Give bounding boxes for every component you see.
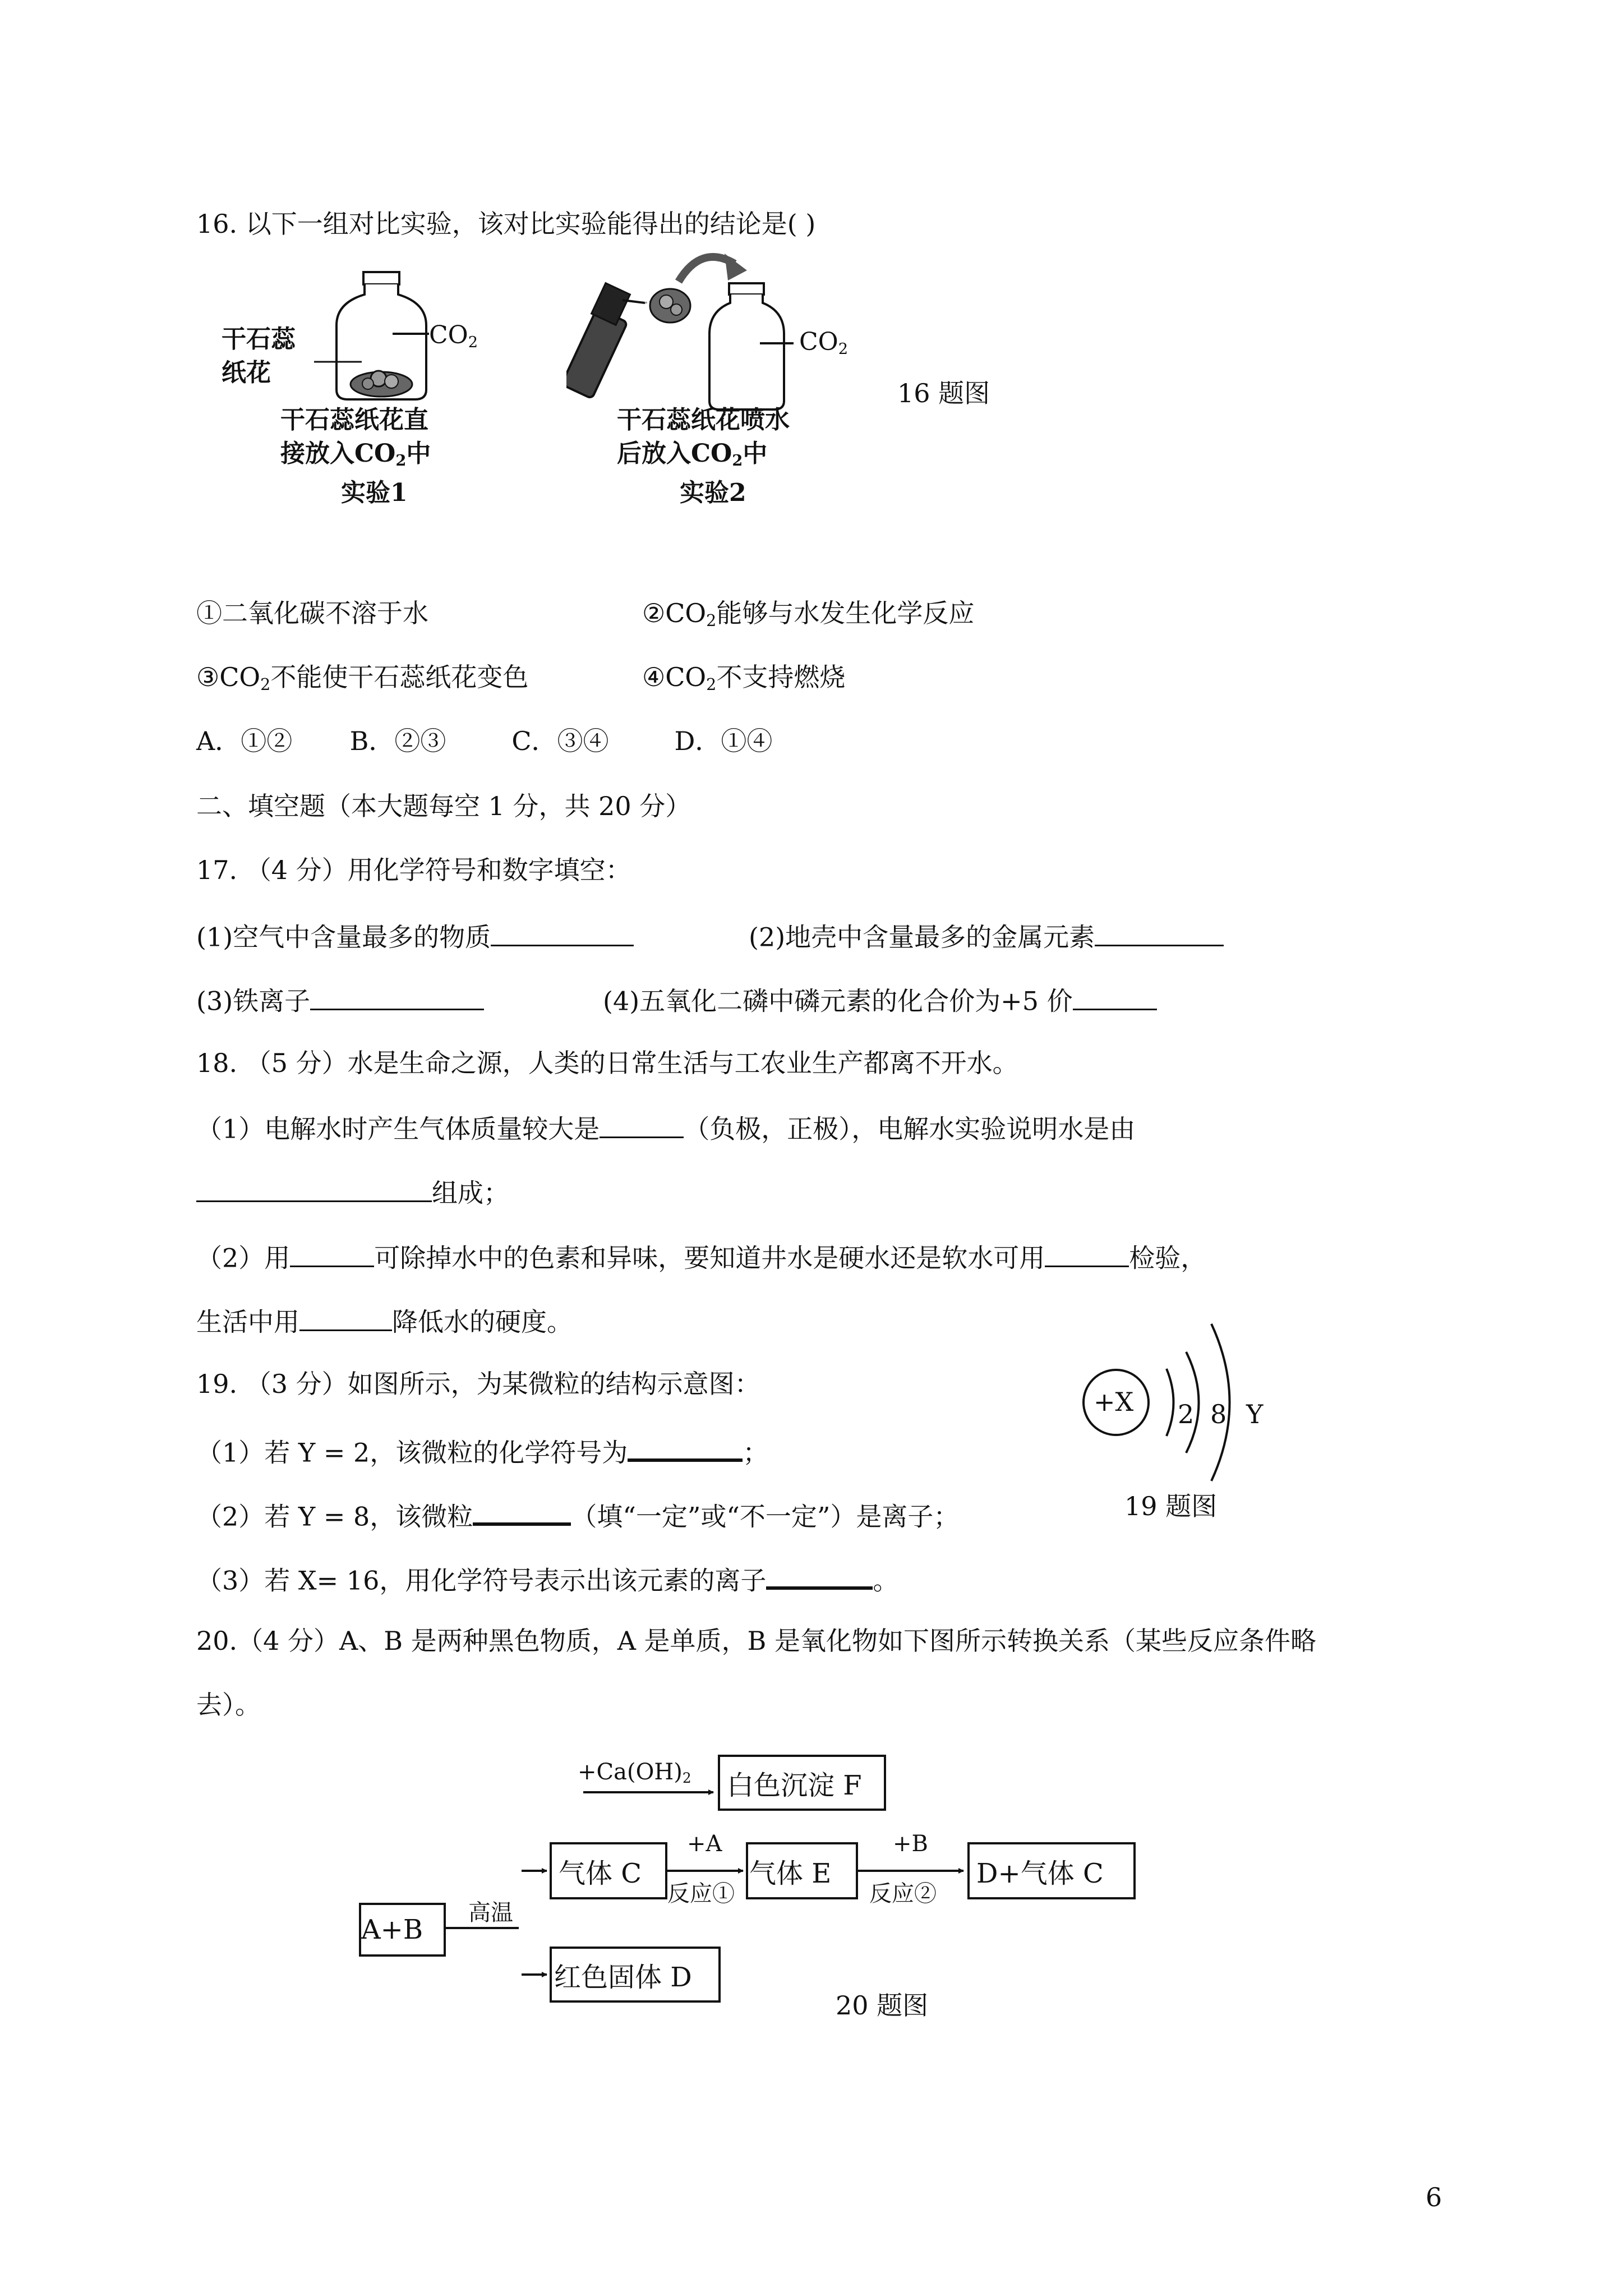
- q18-line-4: 生活中用 降低水的硬度。: [196, 1305, 573, 1338]
- plus-b-label: +B: [893, 1831, 928, 1857]
- plus-a-label: +A: [687, 1831, 722, 1857]
- page-number: 6: [1426, 2182, 1442, 2212]
- gas-c-box: 气体 C: [550, 1842, 667, 1899]
- q16-option-1: ①二氧化碳不溶于水: [196, 598, 428, 628]
- white-precipitate-f-box: 白色沉淀 F: [718, 1755, 886, 1811]
- exp2-name: 实验2: [680, 478, 746, 507]
- reaction-1-label: 反应①: [667, 1881, 735, 1907]
- atom-shell-3-count: Y: [1246, 1399, 1264, 1429]
- red-solid-d-box: 红色固体 D: [550, 1947, 721, 2003]
- q16-choices: A．①② B．②③ C．③④ D．①④: [196, 726, 773, 756]
- q20-stem-line-1: 20.（4 分）A、B 是两种黑色物质，A 是单质，B 是氧化物如下图所示转换关系（某些反应条件略: [196, 1626, 1316, 1656]
- q19-line-1: （1）若 Y = 2，该微粒的化学符号为 ；: [196, 1434, 768, 1469]
- q17-part-3: (3)铁离子: [196, 984, 484, 1017]
- q16-figure-label: 16 题图: [897, 378, 990, 408]
- q16-stem: 16. 以下一组对比实验，该对比实验能得出的结论是( ): [196, 209, 816, 239]
- q17-stem: 17. （4 分）用化学符号和数字填空：: [196, 855, 631, 885]
- high-temp-label: 高温: [468, 1900, 513, 1926]
- q20-stem-line-2: 去）。: [196, 1690, 261, 1720]
- q19-figure-label: 19 题图: [1124, 1491, 1218, 1521]
- q16-option-4: ④CO2不支持燃烧: [642, 662, 846, 694]
- q17-part-1: (1)空气中含量最多的物质: [196, 920, 634, 953]
- d-plus-gas-c-box: D+气体 C: [967, 1842, 1136, 1899]
- exp1-label-line2: 纸花: [222, 358, 271, 387]
- q18-line-3: （2）用 可除掉水中的色素和异味，要知道井水是硬水还是软水可用 检验，: [196, 1241, 1206, 1274]
- atom-nucleus-label: +X: [1094, 1387, 1134, 1417]
- section-2-heading: 二、填空题（本大题每空 1 分，共 20 分）: [196, 791, 691, 821]
- q16-option-3: ③CO2不能使干石蕊纸花变色: [196, 662, 529, 694]
- exp1-caption-line1: 干石蕊纸花直: [280, 406, 428, 434]
- exp1-caption-line2: 接放入CO2中: [280, 439, 431, 470]
- exp1-name: 实验1: [341, 478, 408, 507]
- q19-line-2: （2）若 Y = 8，该微粒 （填“一定”或“不一定”）是离子；: [196, 1498, 959, 1533]
- caoh2-label: +Ca(OH)2: [578, 1759, 691, 1787]
- q20-figure-label: 20 题图: [836, 1990, 929, 2021]
- exp1-co2-label: CO2: [429, 321, 478, 351]
- q19-line-3: （3）若 X= 16，用化学符号表示出该元素的离子 。: [196, 1562, 898, 1596]
- atom-shell-1-count: 2: [1178, 1399, 1195, 1429]
- a-plus-b-box: A+B: [359, 1903, 446, 1957]
- exp2-caption-line2: 后放入CO2中: [617, 439, 768, 470]
- q18-stem: 18. （5 分）水是生命之源，人类的日常生活与工农业生产都离不开水。: [196, 1048, 1018, 1078]
- q19-stem: 19. （3 分）如图所示，为某微粒的结构示意图：: [196, 1369, 760, 1399]
- atom-shell-2-count: 8: [1210, 1399, 1227, 1429]
- gas-e-box: 气体 E: [746, 1842, 858, 1899]
- reaction-2-label: 反应②: [869, 1881, 937, 1907]
- q18-line-2: 组成；: [196, 1176, 509, 1209]
- q17-part-2: (2)地壳中含量最多的金属元素: [749, 920, 1224, 953]
- q17-part-4: (4)五氧化二磷中磷元素的化合价为+5 价: [603, 984, 1157, 1017]
- exp1-label-line1: 干石蕊: [222, 325, 296, 353]
- q16-option-2: ②CO2能够与水发生化学反应: [642, 598, 975, 631]
- exp2-caption-line1: 干石蕊纸花喷水: [617, 406, 790, 434]
- q18-line-1: （1）电解水时产生气体质量较大是 （负极，正极），电解水实验说明水是由: [196, 1112, 1135, 1145]
- exp2-co2-label: CO2: [799, 328, 849, 358]
